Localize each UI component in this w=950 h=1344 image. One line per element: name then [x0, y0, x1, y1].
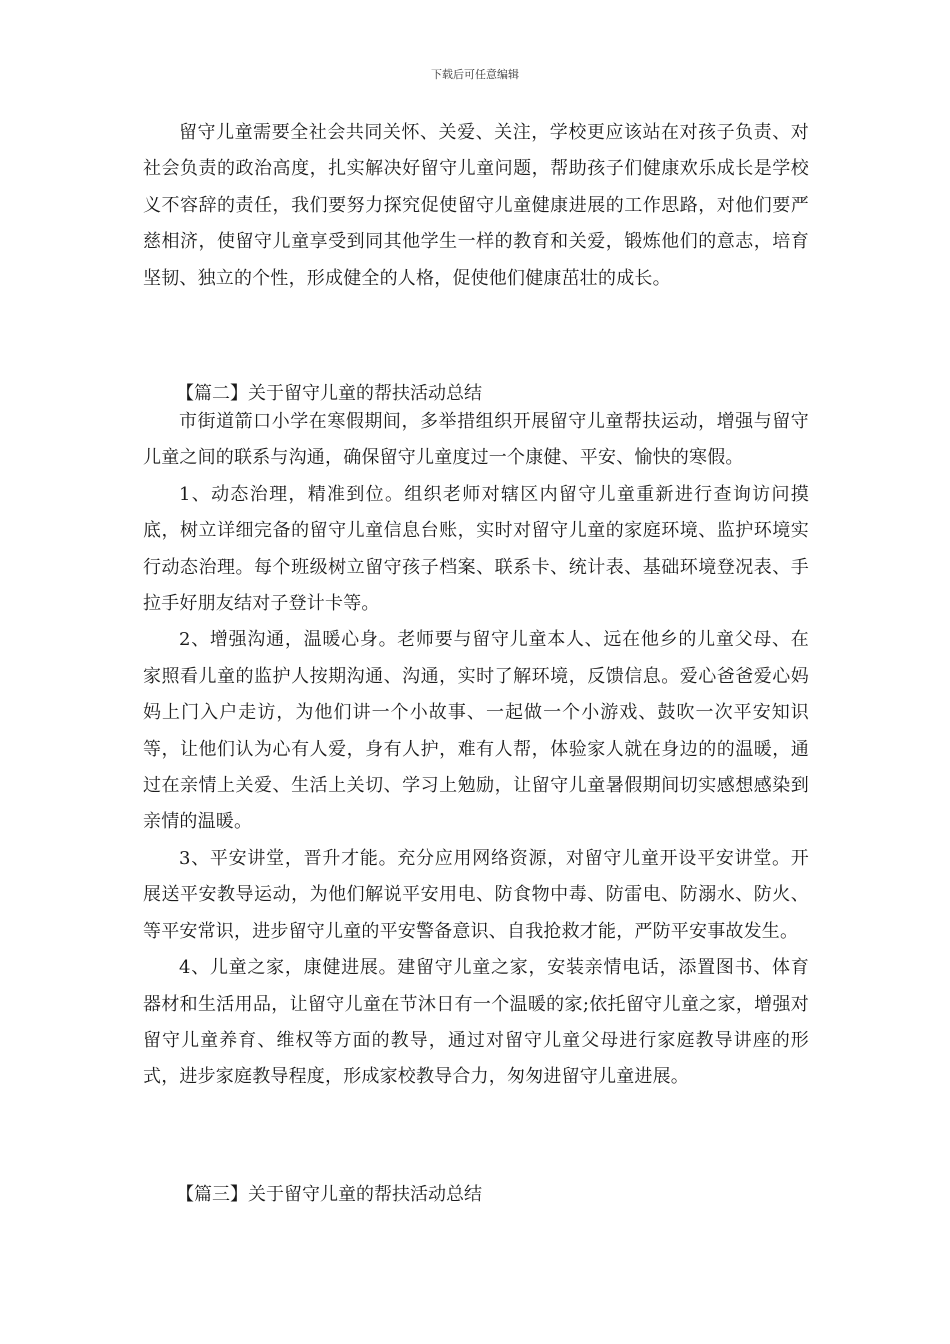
- page-header: 下载后可任意编辑: [431, 68, 519, 81]
- paragraph: 4、儿童之家，康健进展。建留守儿童之家，安装亲情电话，添置图书、体育器材和生活用品，让留守儿童在节沐日有一个温暖的家;依托留守儿童之家，增强对留守儿童养育、维权等方面的教导，通过对留守儿童父母进行家庭教导讲座的形式，进步家庭教导程度，形成家校教导合力，匆匆进留守儿童进展。: [143, 957, 809, 1088]
- paragraph: 2、增强沟通，温暖心身。老师要与留守儿童本人、远在他乡的儿童父母、在家照看儿童的监护人按期沟通、沟通，实时了解环境，反馈信息。爱心爸爸爱心妈妈上门入户走访，为他们讲一个小故事、一起做一个小游戏、鼓吹一次平安知识等，让他们认为心有人爱，身有人护，难有人帮，体验家人就在身边的的温暖，通过在亲情上关爱、生活上关切、学习上勉励，让留守儿童暑假期间切实感想感染到亲情的温暖。: [143, 629, 809, 833]
- paragraph: 市街道箭口小学在寒假期间，多举措组织开展留守儿童帮扶运动，增强与留守儿童之间的联系与沟通，确保留守儿童度过一个康健、平安、愉快的寒假。: [143, 411, 809, 469]
- section-title: 【篇二】关于留守儿童的帮扶活动总结: [176, 383, 482, 404]
- paragraph: 留守儿童需要全社会共同关怀、关爱、关注，学校更应该站在对孩子负责、对社会负责的政治高度，扎实解决好留守儿童问题，帮助孩子们健康欢乐成长是学校义不容辞的责任，我们要努力探究促使留守儿童健康进展的工作思路，对他们要严慈相济，使留守儿童享受到同其他学生一样的教育和关爱，锻炼他们的意志，培育坚韧、独立的个性，形成健全的人格，促使他们健康茁壮的成长。: [143, 122, 809, 289]
- intro-section: [143, 115, 809, 297]
- part2-section: [143, 404, 809, 1096]
- section-title: 【篇三】关于留守儿童的帮扶活动总结: [176, 1184, 482, 1205]
- paragraph: 3、平安讲堂，晋升才能。充分应用网络资源，对留守儿童开设平安讲堂。开展送平安教导运动，为他们解说平安用电、防食物中毒、防雷电、防溺水、防火、等平安常识，进步留守儿童的平安警备意识、自我抢救才能，严防平安事故发生。: [143, 847, 809, 942]
- paragraph: 1、动态治理，精准到位。组织老师对辖区内留守儿童重新进行查询访问摸底，树立详细完备的留守儿童信息台账，实时对留守儿童的家庭环境、监护环境实行动态治理。每个班级树立留守孩子档案、联系卡、统计表、基础环境登况表、手拉手好朋友结对子登计卡等。: [143, 483, 809, 615]
